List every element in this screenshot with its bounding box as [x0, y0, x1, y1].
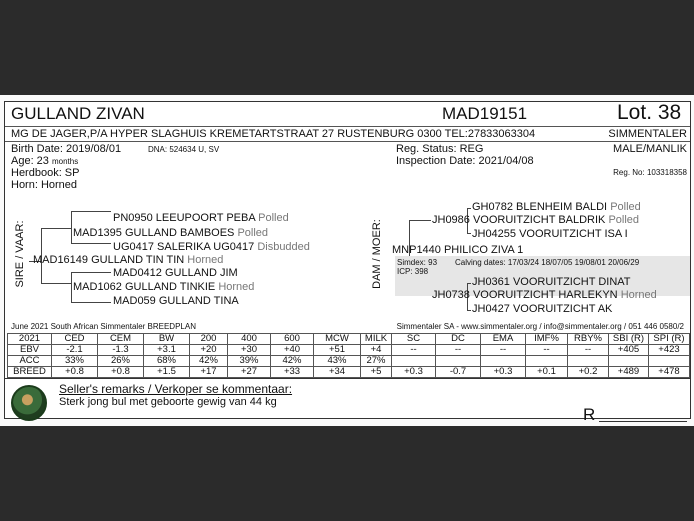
reg-no-label: Reg. No: 103318358	[613, 168, 687, 177]
ebv-cell: ACC	[8, 356, 52, 367]
ebv-header-cell: 400	[228, 334, 271, 345]
pedigree-line	[467, 310, 471, 311]
ebv-cell: +5	[361, 367, 392, 378]
ebv-header-cell: SC	[392, 334, 436, 345]
ebv-cell	[649, 356, 690, 367]
ebv-header-cell: RBY%	[568, 334, 609, 345]
ebv-cell: +423	[649, 345, 690, 356]
card-frame	[4, 101, 691, 424]
ebv-header-cell: 600	[271, 334, 314, 345]
ebv-cell: --	[526, 345, 568, 356]
ebv-header-cell: BW	[144, 334, 190, 345]
pedigree-line	[71, 243, 111, 244]
ebv-cell: 33%	[52, 356, 98, 367]
ebv-cell	[436, 356, 481, 367]
pedigree-line	[467, 208, 471, 209]
pedigree-line	[41, 283, 71, 284]
ebv-cell: +0.2	[568, 367, 609, 378]
pedigree-line	[467, 283, 471, 284]
ebv-header-cell: IMF%	[526, 334, 568, 345]
ebv-cell: +3.1	[144, 345, 190, 356]
pedigree-line	[71, 211, 72, 243]
owner-line: MG DE JAGER,P/A HYPER SLAGHUIS KREMETARTSTRAAT 27 RUSTENBURG 0300 TEL:27833063304	[11, 128, 536, 140]
price-label: R	[583, 405, 596, 424]
ebv-cell: 26%	[98, 356, 144, 367]
divider	[5, 378, 690, 379]
ebv-header-cell: EMA	[481, 334, 526, 345]
sire-dam-dam-name: MAD059 GULLAND TINA	[113, 295, 239, 307]
ebv-cell: BREED	[8, 367, 52, 378]
dam-dam-sire-name: JH0361 VOORUITZICHT DINAT	[472, 276, 631, 288]
dam-side-label: DAM / MOER:	[371, 219, 383, 289]
ebv-cell: +27	[228, 367, 271, 378]
ebv-cell: +40	[271, 345, 314, 356]
sex-label: MALE/MANLIK	[613, 143, 687, 155]
ebv-cell: +0.8	[98, 367, 144, 378]
sire-name: MAD16149 GULLAND TIN TIN Horned	[33, 254, 224, 266]
pedigree-line	[71, 272, 111, 273]
simdex: Simdex: 93	[397, 258, 438, 267]
pedigree-line	[467, 233, 471, 234]
pedigree-line	[71, 302, 111, 303]
ebv-cell: --	[436, 345, 481, 356]
ebv-header-cell: SPI (R)	[649, 334, 690, 345]
ebv-header-cell: DC	[436, 334, 481, 345]
ebv-cell: +20	[190, 345, 228, 356]
ebv-header-cell: MCW	[314, 334, 361, 345]
sire-sire-sire-name: PN0950 LEEUPOORT PEBA Polled	[113, 212, 289, 224]
age: Age: 23 months	[11, 155, 79, 167]
calving-dates: Calving dates: 17/03/24 18/07/05 19/08/01 20/06/29	[455, 258, 640, 267]
ebv-cell: -2.1	[52, 345, 98, 356]
dam-dam-name: JH0738 VOORUITZICHT HARLEKYN Horned	[432, 289, 657, 301]
ebv-cell: +0.3	[481, 367, 526, 378]
lot-number: Lot. 38	[617, 101, 682, 124]
ebv-cell: 39%	[228, 356, 271, 367]
divider	[5, 141, 690, 142]
sire-dam-name: MAD1062 GULLAND TINKIE Horned	[73, 281, 255, 293]
lot-card	[0, 95, 694, 426]
reg-status: Reg. Status: REG	[396, 143, 484, 155]
ebv-header-cell: 2021	[8, 334, 52, 345]
ebv-cell	[526, 356, 568, 367]
ebv-cell: +0.1	[526, 367, 568, 378]
ebv-cell: +1.5	[144, 367, 190, 378]
horn-status: Horn: Horned	[11, 179, 78, 191]
animal-name: GULLAND ZIVAN	[11, 104, 145, 123]
ebv-cell: +0.3	[392, 367, 436, 378]
dam-sire-dam-name: JH04255 VOORUITZICHT ISA I	[472, 228, 628, 240]
ebv-cell: +0.8	[52, 367, 98, 378]
ebv-cell: +4	[361, 345, 392, 356]
sire-sire-dam-name: UG0417 SALERIKA UG0417 Disbudded	[113, 241, 310, 253]
ebv-cell: +33	[271, 367, 314, 378]
ebv-table	[7, 333, 690, 378]
ebv-cell: +478	[649, 367, 690, 378]
pedigree-line	[71, 272, 72, 302]
sire-dam-sire-name: MAD0412 GULLAND JIM	[113, 267, 238, 279]
dna-info: DNA: 524634 U, SV	[148, 145, 220, 154]
simmentaler-logo-icon	[11, 385, 47, 421]
sire-sire-name: MAD1395 GULLAND BAMBOES Polled	[73, 227, 269, 239]
divider	[5, 126, 690, 127]
ebv-header-cell: CED	[52, 334, 98, 345]
ebv-cell: 42%	[271, 356, 314, 367]
price-line	[599, 421, 687, 422]
remarks-text: Sterk jong bul met geboorte gewig van 44 kg	[59, 396, 277, 408]
ebv-cell: --	[568, 345, 609, 356]
registration-number: MAD19151	[442, 104, 528, 123]
ebv-cell: --	[481, 345, 526, 356]
remarks-title: Seller's remarks / Verkoper se kommentaar:	[59, 382, 293, 396]
birth-date: Birth Date: 2019/08/01	[11, 143, 122, 155]
inspection-date: Inspection Date: 2021/04/08	[396, 155, 534, 167]
dam-sire-name: JH0986 VOORUITZICHT BALDRIK Polled	[432, 214, 640, 226]
ebv-cell: +34	[314, 367, 361, 378]
sire-side-label: SIRE / VAAR:	[14, 220, 26, 288]
pedigree-line	[71, 211, 111, 212]
breedplan-source: June 2021 South African Simmentaler BREEDPLAN	[11, 322, 196, 331]
ebv-cell: 42%	[190, 356, 228, 367]
breedplan-contact: Simmentaler SA - www.simmentaler.org / info@simmentaler.org / 051 446 0580/2	[396, 322, 684, 331]
breed-label: SIMMENTALER	[608, 128, 687, 140]
ebv-header-row	[8, 334, 690, 345]
ebv-cell: -1.3	[98, 345, 144, 356]
ebv-row	[8, 356, 690, 367]
ebv-row	[8, 345, 690, 356]
dam-dam-dam-name: JH0427 VOORUITZICHT AK	[472, 303, 613, 315]
dam-sire-sire-name: GH0782 BLENHEIM BALDI Polled	[472, 201, 641, 213]
ebv-header-cell: 200	[190, 334, 228, 345]
ebv-cell: +17	[190, 367, 228, 378]
ebv-cell: +30	[228, 345, 271, 356]
ebv-cell	[481, 356, 526, 367]
pedigree-line	[409, 220, 431, 221]
ebv-header-cell: CEM	[98, 334, 144, 345]
ebv-header-cell: MILK	[361, 334, 392, 345]
pedigree-line	[41, 228, 71, 229]
ebv-cell: 27%	[361, 356, 392, 367]
ebv-row	[8, 367, 690, 378]
ebv-cell: EBV	[8, 345, 52, 356]
ebv-header-cell: SBI (R)	[609, 334, 649, 345]
ebv-cell: --	[392, 345, 436, 356]
icp: ICP: 398	[397, 267, 429, 276]
ebv-cell: +405	[609, 345, 649, 356]
ebv-cell: +489	[609, 367, 649, 378]
ebv-cell: 43%	[314, 356, 361, 367]
ebv-cell	[568, 356, 609, 367]
herdbook: Herdbook: SP	[11, 167, 80, 179]
ebv-cell	[609, 356, 649, 367]
ebv-cell: 68%	[144, 356, 190, 367]
dam-name: MNP1440 PHILICO ZIVA 1	[392, 244, 524, 256]
ebv-cell: +51	[314, 345, 361, 356]
ebv-cell	[392, 356, 436, 367]
ebv-cell: -0.7	[436, 367, 481, 378]
